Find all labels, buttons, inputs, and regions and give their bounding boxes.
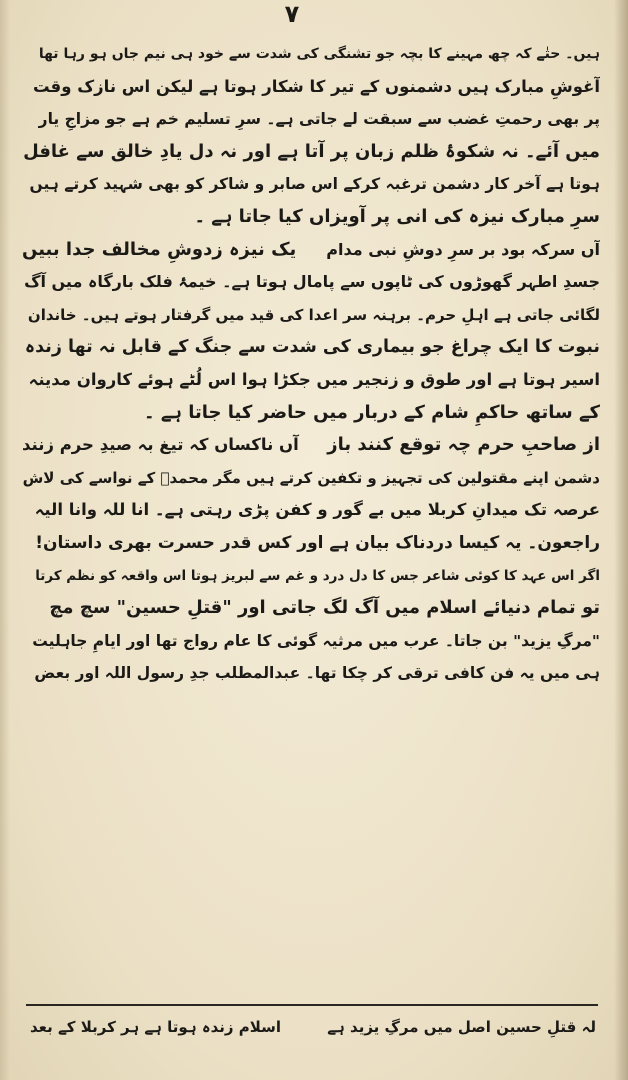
text-line: دشمن اپنے مقتولین کی تجہیز و تکفین کرتے ہیں مگر محمدؐ کے نواسے کی لاش	[22, 468, 600, 487]
footnote: لہ قتلِ حسین اصل میں مرگِ یزید ہے	[327, 1018, 596, 1036]
body-text	[22, 38, 600, 690]
text-line: ہیں۔ حتٰے کہ چھ مہینے کا بچہ جو تشنگی کی شدت سے خود ہی نیم جاں ہو رہا تھا	[38, 46, 600, 62]
footnote-divider	[26, 1004, 598, 1006]
text-line: کے ساتھ حاکمِ شام کے دربار میں حاضر کیا جاتا ہے ۔	[144, 401, 600, 423]
persian-couplet	[22, 429, 600, 462]
text-line: نبوت کا ایک چراغ جو بیماری کی شدت سے جنگ کے قابل نہ تھا زندہ	[24, 337, 600, 358]
text-line: ہوتا ہے آخر کار دشمن ترغبہ کرکے اس صابر و شاکر کو بھی شہید کرتے ہیں	[29, 175, 600, 194]
couplet-second-hemistich: یک نیزہ زدوشِ مخالف جدا ببیں	[22, 238, 297, 260]
text-line: اگر اس عہد کا کوئی شاعر جس کا دل درد و غم سے لبریز ہوتا اس واقعہ کو نظم کرتا	[35, 567, 600, 584]
text-line: لگائی جاتی ہے اہلِ حرم۔ برہنہ سر اعدا کی قید میں گرفتار ہوتے ہیں۔ خاندان	[27, 305, 600, 324]
text-line: آغوشِ مبارک ہیں دشمنوں کے تیر کا شکار ہوتا ہے لیکن اس نازک وقت	[32, 76, 600, 96]
text-line: جسدِ اطہر گھوڑوں کی ٹاپوں سے پامال ہوتا ہے۔ خیمۂ فلک بارگاہ میں آگ	[24, 272, 600, 292]
page-number: ۷	[284, 0, 300, 28]
couplet-first-hemistich: از صاحبِ حرم چہ توقع کنند باز	[327, 434, 600, 456]
text-line: راجعون۔ یہ کیسا دردناک بیان ہے اور کس قدر حسرت بھری داستان!	[35, 532, 600, 553]
couplet-first-hemistich: آں سرکہ بود بر سرِ دوشِ نبی مدام	[326, 239, 600, 259]
text-line: اسیر ہوتا ہے اور طوق و زنجیر میں جکڑا ہوا اس لُٹے ہوئے کاروان مدینہ	[28, 369, 600, 389]
text-line: سرِ مبارک نیزہ کی انی پر آویزاں کیا جاتا ہے ۔	[194, 205, 600, 227]
text-line: پر بھی رحمتِ غضب سے سبقت لے جاتی ہے۔ سرِ تسلیم خم ہے جو مزاجِ یار	[38, 110, 600, 129]
text-line: تو تمام دنیائے اسلام میں آگ لگ جاتی اور "قتلِ حسین" سچ مچ	[49, 597, 600, 619]
footnotes	[30, 1012, 596, 1042]
text-line: "مرگِ یزید" بن جاتا۔ عرب میں مرثیہ گوئی کا عام رواج تھا اور ایامِ جاہلیت	[32, 631, 600, 650]
page-edge-left	[0, 0, 10, 1080]
page-edge-right	[614, 0, 628, 1080]
footnote: اسلام زندہ ہوتا ہے ہر کربلا کے بعد	[30, 1018, 282, 1036]
persian-couplet	[22, 234, 600, 267]
text-line: ہی میں یہ فن کافی ترقی کر چکا تھا۔ عبدالمطلب جدِ رسول اللہ اور بعض	[34, 664, 600, 683]
text-line: عرصہ تک میدانِ کربلا میں بے گور و کفن پڑی رہتی ہے۔ انا للہ وانا الیہ	[34, 500, 600, 520]
couplet-second-hemistich: آں ناکساں کہ تیغ بہ صیدِ حرم زنند	[22, 435, 299, 455]
text-line: میں آئے۔ نہ شکوۂ ظلم زبان پر آتا ہے اور نہ دل یادِ خالق سے غافل	[23, 140, 600, 162]
